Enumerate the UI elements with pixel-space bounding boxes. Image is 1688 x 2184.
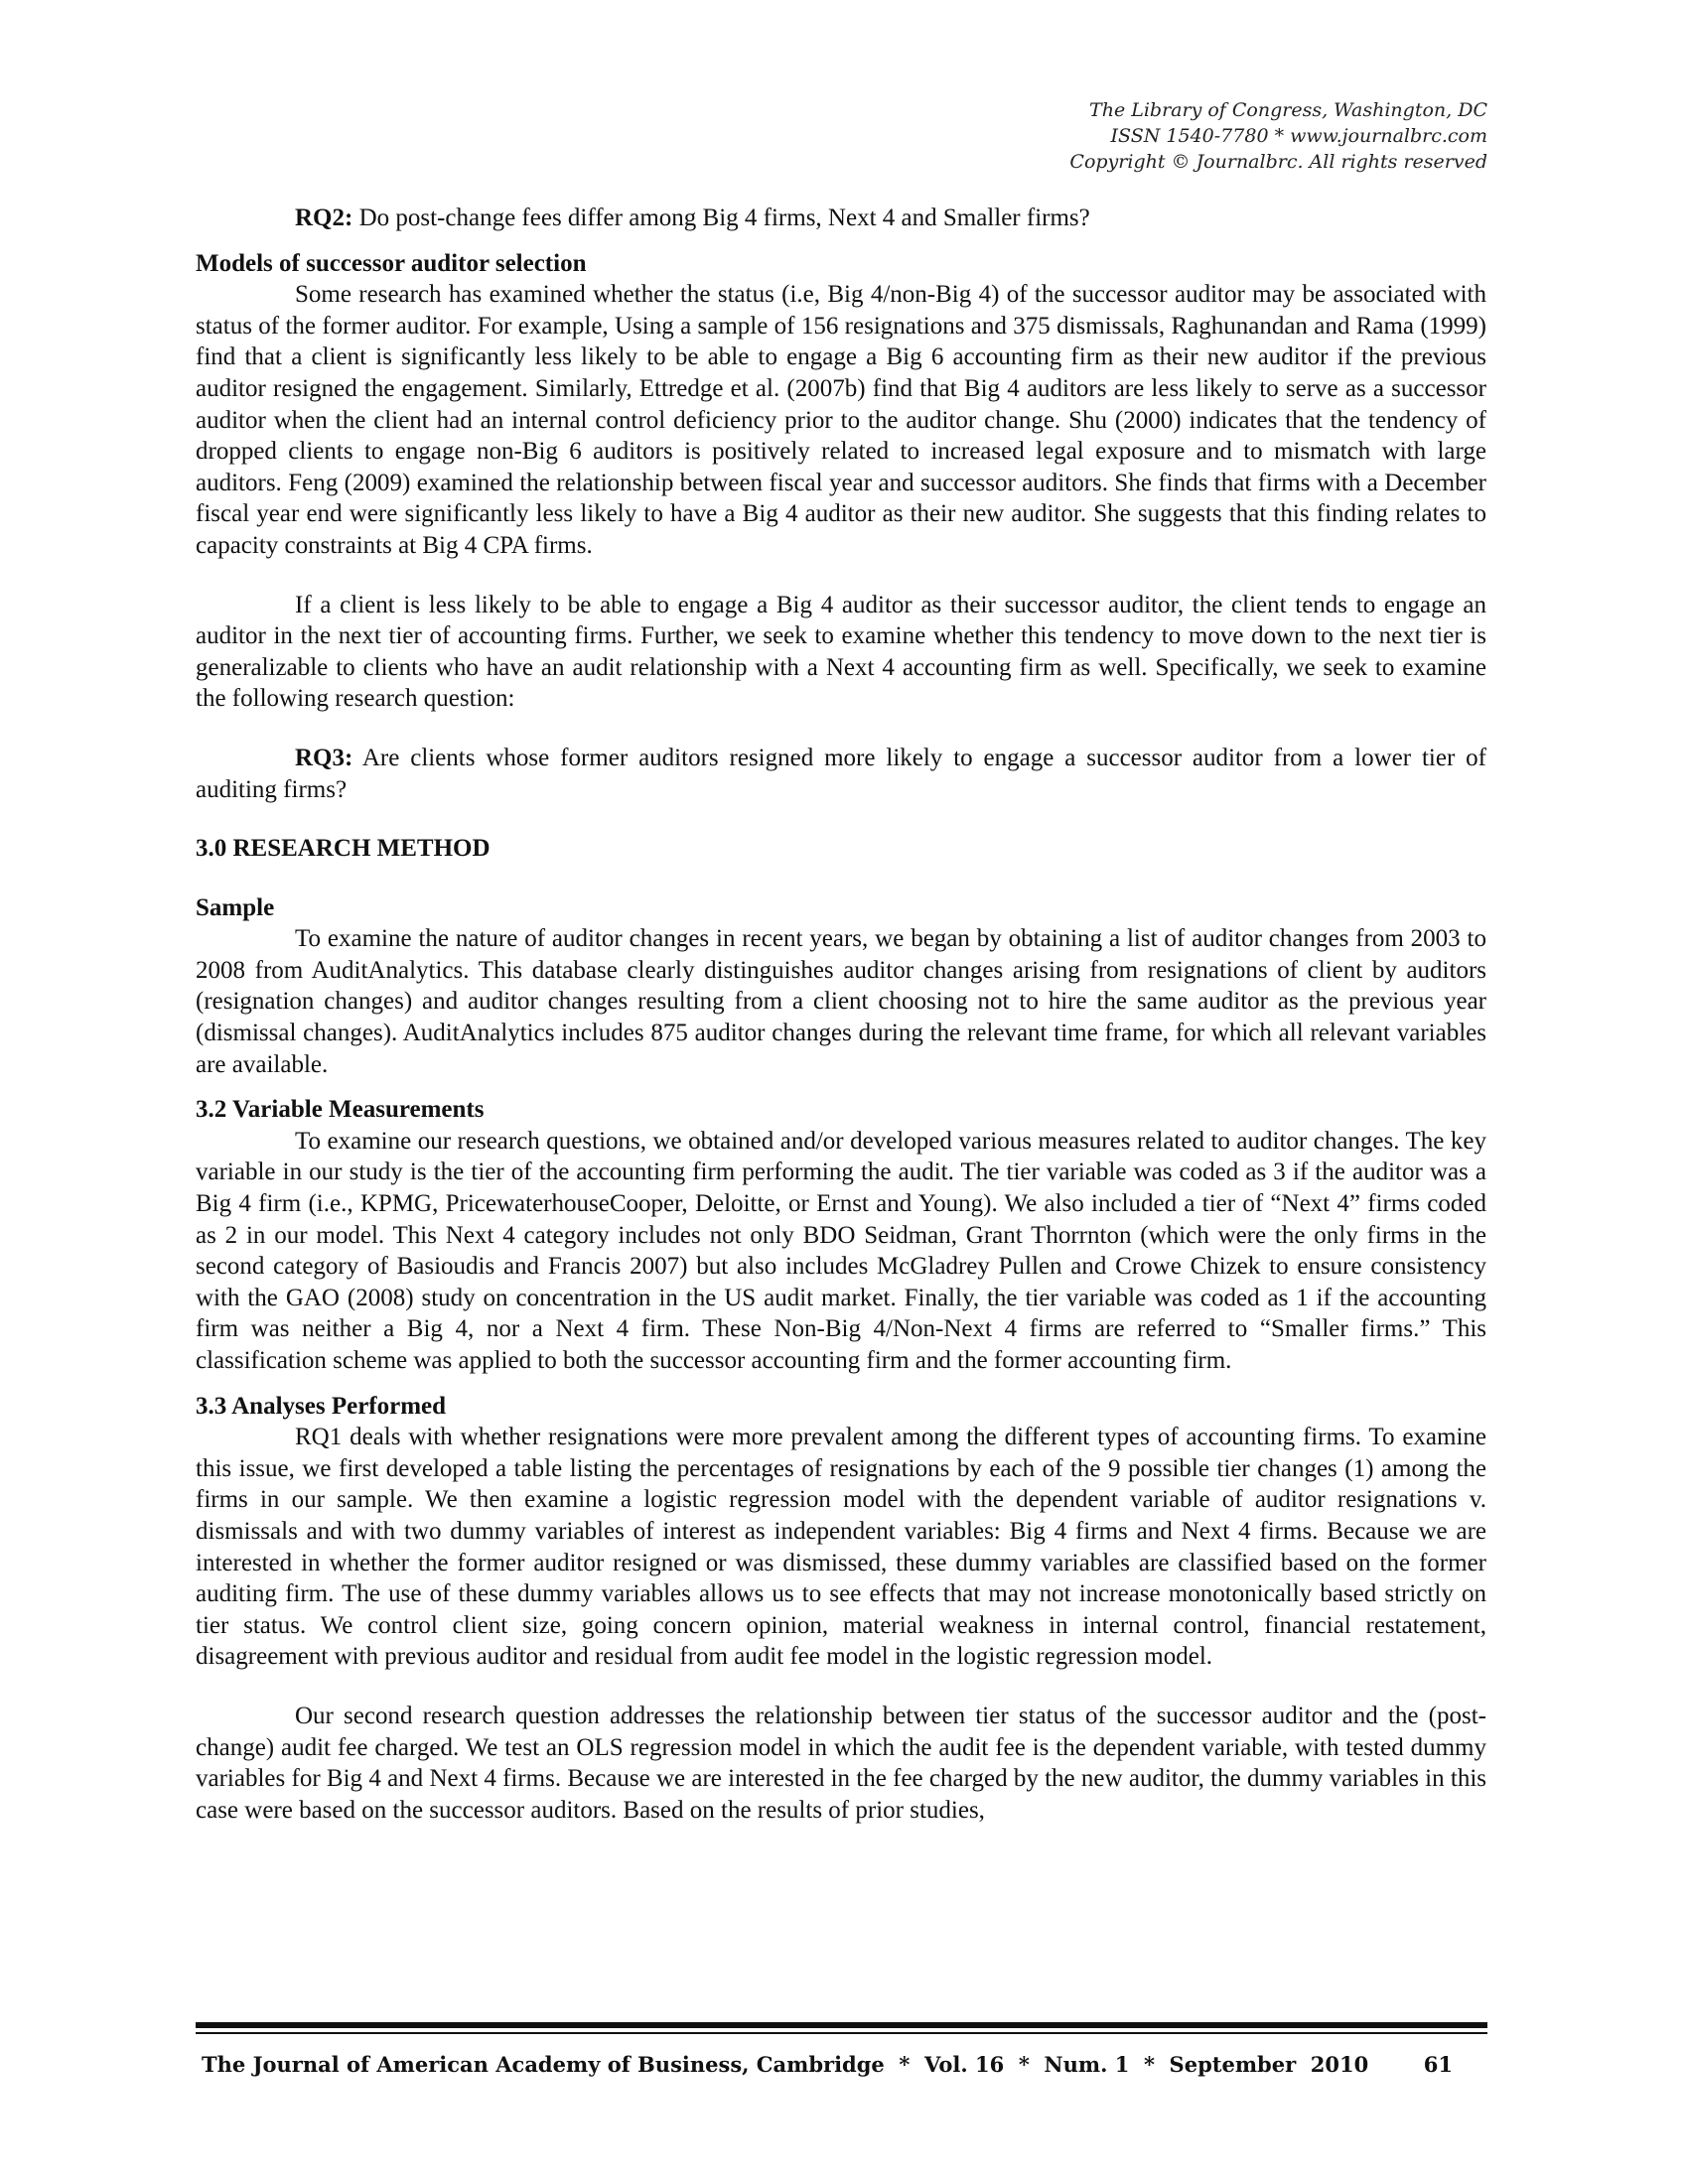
- footer-journal-citation: The Journal of American Academy of Business, Cambridge * Vol. 16 * Num. 1 * September 2010: [202, 2052, 1369, 2077]
- header-line-library: The Library of Congress, Washington, DC: [1089, 99, 1487, 121]
- footer-rule-thin: [196, 2032, 1487, 2034]
- heading-analyses-performed: 3.3 Analyses Performed: [196, 1392, 447, 1420]
- rq3-text: Are clients whose former auditors resigned more likely to engage a successor auditor from a lower tier of auditing firms?: [196, 744, 1486, 803]
- article-body: [196, 203, 1486, 1826]
- header-line-copyright: Copyright © Journalbrc. All rights reserved: [1069, 151, 1487, 173]
- research-question-2: [196, 203, 1486, 234]
- footer-rule-thick: [196, 2022, 1487, 2028]
- heading-sample: Sample: [196, 893, 275, 921]
- page-number: 61: [1423, 2052, 1453, 2077]
- variables-paragraph: To examine our research questions, we obtained and/or developed various measures related to auditor changes. The key variable in our study is the tier of the accounting firm performing the audit. The tier variable was coded as 3 if the auditor was a Big 4 firm (i.e., KPMG, PricewaterhouseCooper, Deloitte, or Ernst and Young). We also included a tier of “Next 4” firms coded as 2 in our model. This Next 4 category includes not only BDO Seidman, Grant Thorrnton (which were the only firms in the second category of Basioudis and Francis 2007) but also includes McGladrey Pullen and Crowe Chizek to ensure consistency with the GAO (2008) study on concentration in the US audit market. Finally, the tier variable was coded as 1 if the accounting firm was neither a Big 4, nor a Next 4 firm. These Non-Big 4/Non-Next 4 firms are referred to “Smaller firms.” This classification scheme was applied to both the successor accounting firm and the former accounting firm.: [196, 1127, 1486, 1374]
- heading-models: Models of successor auditor selection: [196, 249, 587, 277]
- analyses-paragraph-1: RQ1 deals with whether resignations were more prevalent among the different types of accounting firms. To examine this issue, we first developed a table listing the percentages of resignations by each of the 9 possible tier changes (1) among the firms in our sample. We then examine a logistic regression model with the dependent variable of auditor resignations v. dismissals and with two dummy variables of interest as independent variables: Big 4 firms and Next 4 firms. Because we are interested in whether the former auditor resigned or was dismissed, these dummy variables are classified based on the former auditing firm. The use of these dummy variables allows us to see effects that may not increase monotonically based strictly on tier status. We control client size, going concern opinion, material weakness in internal control, financial restatement, disagreement with previous auditor and residual from audit fee model in the logistic regression model.: [196, 1424, 1486, 1671]
- sample-paragraph: To examine the nature of auditor changes in recent years, we began by obtaining a list of auditor changes from 2003 to 2008 from AuditAnalytics. This database clearly distinguishes auditor changes arising from resignations of client by auditors (resignation changes) and auditor changes resulting from a client choosing not to hire the same auditor as the previous year (dismissal changes). AuditAnalytics includes 875 auditor changes during the relevant time frame, for which all relevant variables are available.: [196, 925, 1486, 1078]
- running-footer: [202, 2052, 1482, 2077]
- analyses-paragraph-2: Our second research question addresses the relationship between tier status of the successor auditor and the (post-change) audit fee charged. We test an OLS regression model in which the audit fee is the dependent variable, with tested dummy variables for Big 4 and Next 4 firms. Because we are interested in the fee charged by the new auditor, the dummy variables in this case were based on the successor auditors. Based on the results of prior studies,: [196, 1702, 1486, 1824]
- models-paragraph-1: Some research has examined whether the status (i.e, Big 4/non-Big 4) of the successor auditor may be associated with status of the former auditor. For example, Using a sample of 156 resignations and 375 dismissals, Raghunandan and Rama (1999) find that a client is significantly less likely to be able to engage a Big 6 accounting firm as their new auditor if the previous auditor resigned the engagement. Similarly, Ettredge et al. (2007b) find that Big 4 auditors are less likely to serve as a successor auditor when the client had an internal control deficiency prior to the auditor change. Shu (2000) indicates that the tendency of dropped clients to engage non-Big 6 auditors is positively related to increased legal exposure and to mismatch with large auditors. Feng (2009) examined the relationship between fiscal year and successor auditors. She finds that firms with a December fiscal year end were significantly less likely to have a Big 4 auditor as their new auditor. She suggests that this finding relates to capacity constraints at Big 4 CPA firms.: [196, 281, 1486, 559]
- rq2-text: Do post-change fees differ among Big 4 firms, Next 4 and Smaller firms?: [352, 205, 1090, 231]
- research-question-3: [196, 743, 1486, 805]
- rq2-label: RQ2:: [295, 205, 353, 231]
- header-line-issn: ISSN 1540-7780 * www.journalbrc.com: [1110, 125, 1487, 147]
- rq3-label: RQ3:: [295, 744, 353, 771]
- models-paragraph-2: If a client is less likely to be able to engage a Big 4 auditor as their successor auditor, the client tends to engage an auditor in the next tier of accounting firms. Further, we seek to examine whether this tendency to move down to the next tier is generalizable to clients who have an audit relationship with a Next 4 accounting firm as well. Specifically, we seek to examine the following research question:: [196, 591, 1486, 713]
- heading-research-method: 3.0 RESEARCH METHOD: [196, 835, 491, 863]
- heading-variable-measurements: 3.2 Variable Measurements: [196, 1096, 485, 1124]
- running-header: [1069, 97, 1487, 175]
